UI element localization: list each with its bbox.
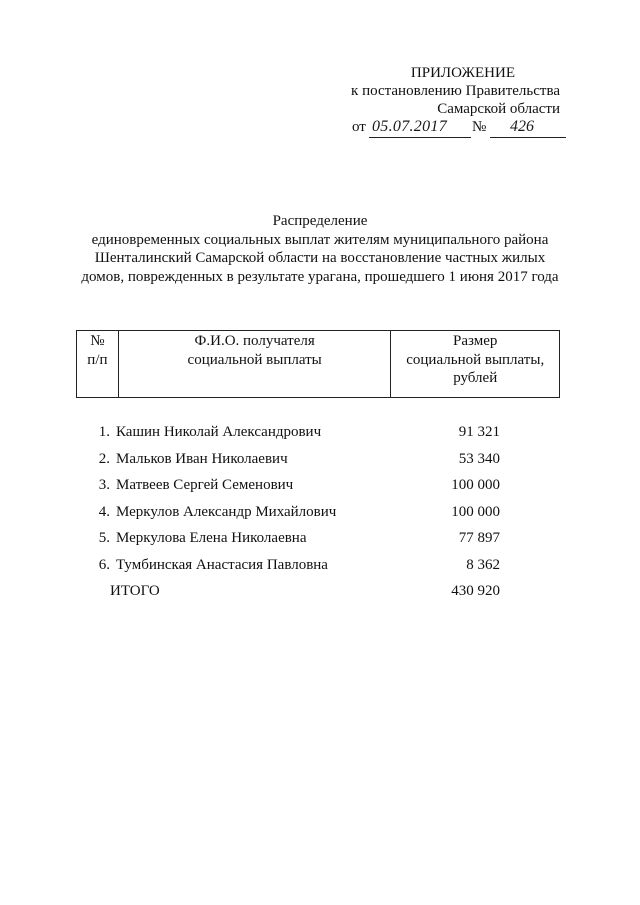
header-size-text: Размер социальной выплаты, рублей xyxy=(406,333,545,386)
title-line-1: Распределение xyxy=(272,213,368,229)
date-number-row xyxy=(300,118,560,140)
appendix-line-region: Самарской области xyxy=(437,101,560,117)
header-name xyxy=(118,331,391,398)
title-line-3: Шенталинский Самарской области на восстановление частных жилых xyxy=(94,250,546,266)
row-number: 2. xyxy=(98,450,110,467)
row-amount: 100 000 xyxy=(451,477,500,493)
row-amount: 77 897 xyxy=(458,530,500,546)
table-row xyxy=(76,504,560,531)
total-amount: 430 920 xyxy=(451,583,500,599)
row-name: Мальков Иван Николаевич xyxy=(116,450,288,467)
title-line-4: домов, поврежденных в результате урагана, прошедшего 1 июня 2017 года xyxy=(81,268,559,285)
header-num-text: № п/п xyxy=(87,333,108,368)
date-underline xyxy=(369,137,471,138)
row-number: 3. xyxy=(98,477,110,493)
header-name-text: Ф.И.О. получателя социальной выплаты xyxy=(187,333,322,368)
appendix-block xyxy=(300,64,560,140)
row-name: Матвеев Сергей Семенович xyxy=(116,477,294,493)
table-row xyxy=(76,424,560,451)
handwritten-number: 426 xyxy=(510,118,534,135)
row-amount: 91 321 xyxy=(458,424,500,440)
row-name: Кашин Николай Александрович xyxy=(116,424,322,440)
date-prefix: от xyxy=(352,119,366,135)
row-amount: 8 362 xyxy=(466,556,500,573)
appendix-title: ПРИЛОЖЕНИЕ xyxy=(410,65,515,81)
number-underline xyxy=(490,137,566,138)
recipients-list xyxy=(76,424,560,610)
appendix-line-resolution: к постановлению Правительства xyxy=(351,83,560,99)
header-num xyxy=(77,331,119,398)
row-amount: 100 000 xyxy=(451,503,500,520)
row-name: Тумбинская Анастасия Павловна xyxy=(116,556,328,573)
row-number: 6. xyxy=(98,556,110,573)
total-label: ИТОГО xyxy=(110,583,160,599)
table-row xyxy=(76,557,560,584)
title-line-2: единовременных социальных выплат жителям муниципального района xyxy=(91,231,549,248)
row-amount: 53 340 xyxy=(458,450,500,467)
header-size xyxy=(391,331,560,398)
table-row xyxy=(76,451,560,478)
row-number: 4. xyxy=(98,503,110,520)
table-row xyxy=(76,530,560,557)
row-name: Меркулов Александр Михайлович xyxy=(116,503,337,520)
handwritten-date: 05.07.2017 xyxy=(372,118,447,135)
row-number: 1. xyxy=(98,424,110,440)
total-row xyxy=(76,583,560,610)
document-title xyxy=(70,212,570,286)
table-row xyxy=(76,477,560,504)
row-name: Меркулова Елена Николаевна xyxy=(116,530,307,546)
row-number: 5. xyxy=(98,530,110,546)
table-header xyxy=(76,330,560,398)
number-label: № xyxy=(472,119,487,135)
